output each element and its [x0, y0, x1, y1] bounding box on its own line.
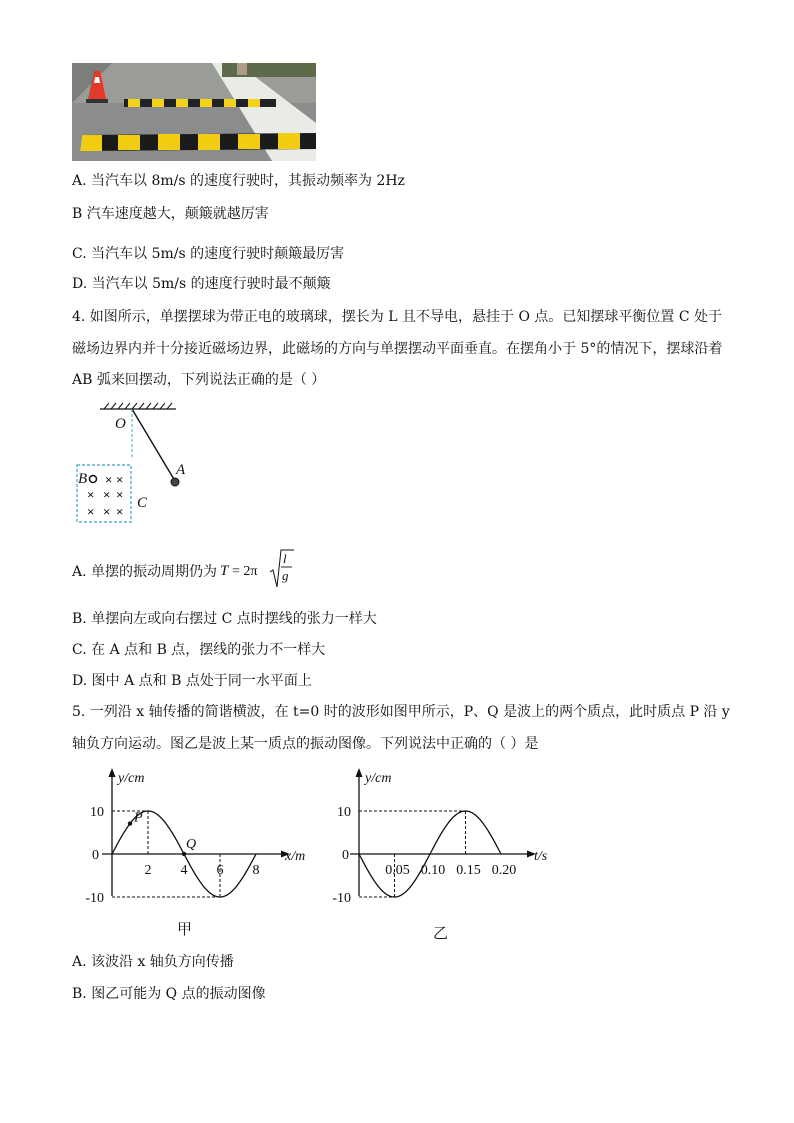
wave-chart-jia [72, 760, 322, 945]
field-mark: × [105, 472, 113, 487]
x-tick-label: 0.20 [491, 863, 517, 878]
q4-stem-line3: AB 弧来回摆动，下列说法正确的是（ ） [72, 372, 326, 388]
x-axis-label: t/s [534, 849, 548, 864]
q5-stem-line2: 轴负方向运动。图乙是波上某一质点的振动图像。下列说法中正确的（ ）是 [72, 736, 539, 752]
label-c: C [137, 495, 148, 511]
y-tick-label: -10 [332, 891, 351, 906]
label-o: O [115, 416, 126, 432]
q5-stem-line1: 5. 一列沿 x 轴传播的简谐横波，在 t=0 时的波形如图甲所示，P、Q 是波上的两个质点，此时质点 P 沿 y [72, 704, 730, 720]
formula-t: T [220, 563, 229, 579]
origin-label: 0 [342, 848, 349, 863]
y-axis-arrow [109, 768, 116, 777]
q4-option-a [72, 563, 217, 581]
formula-eq: = 2π [232, 564, 258, 579]
label-b: B [78, 471, 88, 487]
chart-title: 甲 [177, 922, 193, 938]
q3-option-c: C. 当汽车以 5m/s 的速度行驶时颠簸最厉害 [72, 246, 345, 262]
x-tick-label: 0.05 [385, 863, 410, 878]
q4-stem-line2: 磁场边界内并十分接近磁场边界，此磁场的方向与单摆摆动平面垂直。在摆角小于 5°的情况下，摆球沿着 [72, 341, 723, 357]
x-tick-label: 0.10 [420, 863, 446, 878]
y-axis-arrow [356, 768, 363, 777]
x-axis-label: x/m [285, 849, 306, 864]
q4-option-c: C. 在 A 点和 B 点，摆线的张力不一样大 [72, 642, 326, 658]
field-mark: × [103, 487, 111, 502]
q5-option-a: A. 该波沿 x 轴负方向传播 [72, 954, 234, 970]
q4-option-a-text: A. 单摆的振动周期仍为 [72, 564, 218, 580]
q4-stem-line1: 4. 如图所示，单摆摆球为带正电的玻璃球，摆长为 L 且不导电，悬挂于 O 点。已知摆球平衡位置 C 处于 [72, 309, 722, 325]
formula-den: g [282, 568, 289, 583]
x-tick-label: 6 [216, 863, 224, 878]
y-axis-label: y/cm [118, 771, 145, 786]
q3-option-d: D. 当汽车以 5m/s 的速度行驶时最不颠簸 [72, 276, 331, 292]
vibration-chart-yi [322, 760, 572, 945]
x-tick-label: 2 [144, 863, 152, 878]
y-axis-label: y/cm [365, 771, 392, 786]
point-p [128, 821, 132, 825]
field-mark: × [87, 487, 95, 502]
q3-option-a: A. 当汽车以 8m/s 的速度行驶时，其振动频率为 2Hz [72, 173, 405, 189]
chart-title: 乙 [433, 926, 449, 942]
point-label-q: Q [186, 837, 197, 852]
pendulum-figure [72, 398, 202, 528]
x-tick-label: 0.15 [456, 863, 481, 878]
q4-option-b: B. 单摆向左或向右摆过 C 点时摆线的张力一样大 [72, 611, 377, 627]
y-tick-label: -10 [85, 891, 104, 906]
period-formula [218, 546, 298, 590]
field-mark: × [116, 504, 124, 519]
y-tick-label: 10 [90, 805, 104, 820]
x-tick-label: 8 [252, 863, 260, 878]
q3-option-b: B 汽车速度越大，颠簸就越厉害 [72, 206, 269, 222]
q5-option-b: B. 图乙可能为 Q 点的振动图像 [72, 986, 266, 1002]
y-tick-label: 10 [337, 805, 351, 820]
point-q [182, 852, 186, 856]
field-mark: × [116, 487, 124, 502]
field-mark: × [87, 504, 95, 519]
point-label-p: P [134, 810, 143, 826]
x-tick-label: 4 [180, 863, 188, 878]
q4-option-d: D. 图中 A 点和 B 点处于同一水平面上 [72, 673, 312, 689]
formula-num: l [283, 551, 287, 566]
origin-label: 0 [92, 848, 99, 863]
label-a: A [176, 462, 186, 478]
field-mark: × [103, 504, 111, 519]
speed-bump-photo [72, 63, 316, 161]
field-mark: × [116, 472, 124, 487]
